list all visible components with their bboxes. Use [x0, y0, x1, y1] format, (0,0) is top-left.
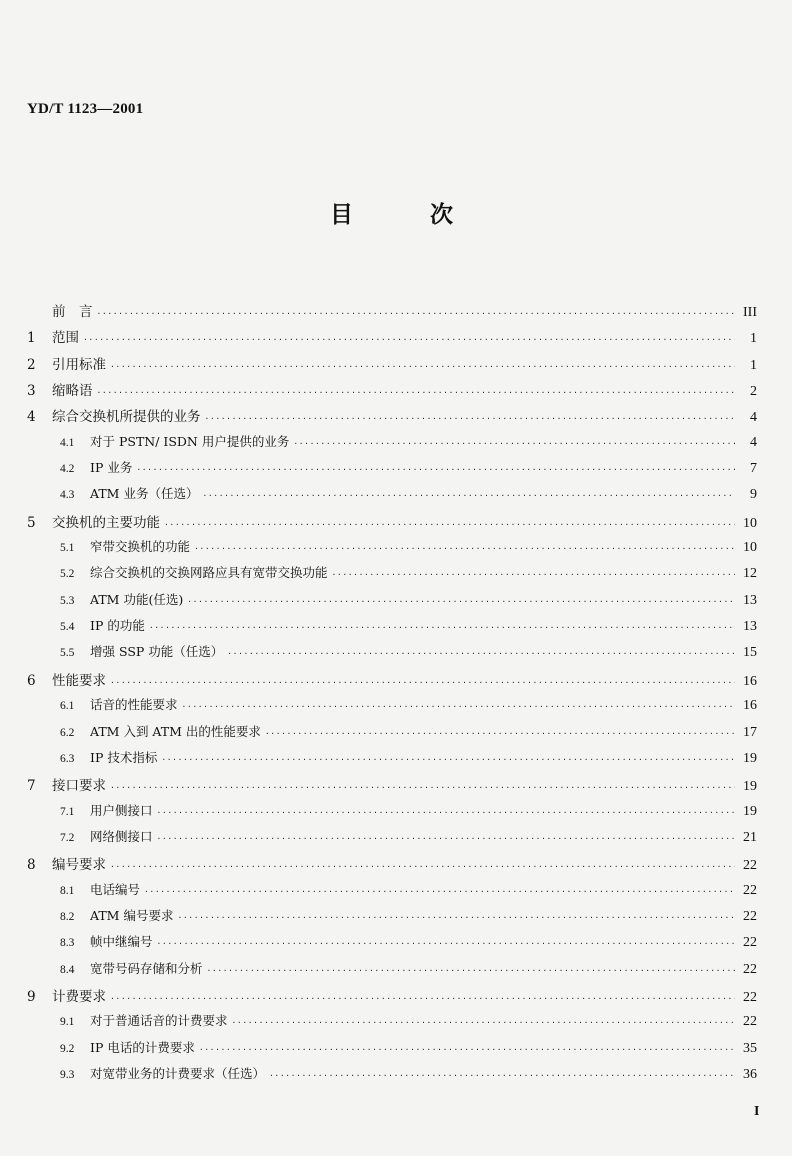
dot-leader: [144, 887, 735, 896]
toc-entry-label: 综合交换机的交换网路应具有宽带交换功能: [90, 565, 328, 581]
toc-entry-label: 计费要求: [52, 988, 106, 1005]
toc-entry-label: 网络侧接口: [90, 828, 153, 844]
toc-entry-number: 8.2: [60, 910, 75, 923]
toc-entry-page: 22: [743, 961, 757, 977]
toc-entry-label: ATM 功能(任选): [90, 591, 184, 607]
toc-entry-number: 5.5: [60, 647, 75, 660]
toc-entry-page: 22: [743, 858, 757, 874]
toc-entry-number: 7.1: [60, 805, 75, 818]
dot-leader: [110, 994, 735, 1003]
dot-leader: [269, 1071, 735, 1080]
toc-entry-number: 7.2: [60, 831, 75, 844]
toc-entry[interactable]: [27, 1038, 757, 1064]
dot-leader: [265, 729, 735, 738]
dot-leader: [110, 783, 735, 792]
dot-leader: [110, 862, 735, 871]
table-of-contents: [27, 300, 757, 1090]
toc-entry-number: 8.1: [60, 884, 75, 897]
toc-entry-page: 36: [743, 1066, 757, 1082]
toc-entry-page: 17: [743, 724, 757, 740]
dot-leader: [332, 570, 735, 579]
toc-entry[interactable]: [27, 458, 757, 484]
toc-entry[interactable]: [27, 853, 757, 879]
page-folio: I: [754, 1104, 760, 1119]
toc-entry-page: 4: [750, 410, 757, 426]
toc-entry-number: 4.2: [60, 463, 75, 476]
toc-entry[interactable]: [27, 590, 757, 616]
toc-entry-page: 22: [743, 882, 757, 898]
toc-entry[interactable]: [27, 642, 757, 668]
toc-entry-page: 15: [743, 645, 757, 661]
dot-leader: [110, 362, 735, 371]
dot-leader: [161, 755, 735, 764]
toc-entry-page: 35: [743, 1040, 757, 1056]
toc-entry-number: 6.1: [60, 700, 75, 713]
toc-entry[interactable]: [27, 985, 757, 1011]
toc-entry-label: ATM 入到 ATM 出的性能要求: [90, 723, 261, 739]
toc-entry-number: 6: [27, 672, 36, 689]
dot-leader: [194, 544, 735, 553]
toc-entry-label: 话音的性能要求: [90, 697, 178, 713]
dot-leader: [227, 649, 735, 658]
toc-entry-page: 22: [743, 908, 757, 924]
toc-entry-label: IP 技术指标: [90, 749, 158, 765]
toc-entry-label: 电话编号: [90, 881, 141, 897]
toc-entry-page: 21: [743, 829, 757, 845]
toc-entry[interactable]: [27, 774, 757, 800]
toc-entry-label: 接口要求: [52, 778, 106, 795]
toc-entry-number: 8.4: [60, 963, 75, 976]
toc-entry-number: 7: [27, 778, 36, 795]
toc-entry-page: 22: [743, 1014, 757, 1030]
toc-entry-label: 综合交换机所提供的业务: [52, 409, 201, 426]
toc-entry-label: 对宽带业务的计费要求（任选）: [90, 1065, 266, 1081]
toc-entry-number: 2: [27, 356, 36, 373]
toc-entry[interactable]: [27, 932, 757, 958]
toc-entry-page: 22: [743, 989, 757, 1005]
toc-entry[interactable]: [27, 669, 757, 695]
toc-entry-page: 19: [743, 803, 757, 819]
toc-entry[interactable]: [27, 748, 757, 774]
toc-entry-label: 宽带号码存储和分析: [90, 960, 203, 976]
dot-leader: [199, 1045, 735, 1054]
dot-leader: [83, 335, 735, 344]
toc-entry-label: 缩略语: [52, 383, 93, 400]
toc-entry-page: 2: [750, 384, 757, 400]
title-char-2: 次: [430, 202, 453, 228]
toc-entry-page: 10: [743, 540, 757, 556]
toc-entry[interactable]: [27, 484, 757, 510]
toc-entry-label: 对于 PSTN/ ISDN 用户提供的业务: [90, 433, 290, 449]
toc-entry-label: 编号要求: [52, 857, 106, 874]
dot-leader: [110, 678, 735, 687]
toc-entry-label: 用户侧接口: [90, 802, 153, 818]
toc-entry[interactable]: [27, 300, 757, 326]
toc-entry[interactable]: [27, 511, 757, 537]
dot-leader: [182, 702, 735, 711]
toc-entry-number: 6.3: [60, 752, 75, 765]
toc-entry-page: 13: [743, 592, 757, 608]
toc-entry-number: 9.2: [60, 1042, 75, 1055]
dot-leader: [207, 966, 735, 975]
dot-leader: [205, 414, 736, 423]
toc-entry-number: 4.3: [60, 489, 75, 502]
toc-entry-page: 19: [743, 750, 757, 766]
toc-entry-label: 交换机的主要功能: [52, 514, 160, 531]
dot-leader: [187, 597, 735, 606]
toc-entry-number: 4: [27, 409, 36, 426]
toc-entry-number: 5.2: [60, 568, 75, 581]
toc-entry-label: 前 言: [52, 304, 93, 320]
toc-entry-number: 8: [27, 857, 36, 874]
dot-leader: [97, 309, 736, 318]
toc-entry[interactable]: [27, 906, 757, 932]
toc-entry-number: 9: [27, 988, 36, 1005]
dot-leader: [232, 1018, 735, 1027]
toc-entry-number: 6.2: [60, 726, 75, 739]
toc-entry-page: 19: [743, 779, 757, 795]
dot-leader: [177, 913, 735, 922]
toc-entry-number: 3: [27, 383, 36, 400]
toc-entry[interactable]: [27, 1011, 757, 1037]
toc-entry-label: IP 的功能: [90, 618, 145, 634]
toc-entry-number: 5.1: [60, 542, 75, 555]
toc-entry-label: ATM 编号要求: [90, 907, 174, 923]
dot-leader: [157, 939, 735, 948]
dot-leader: [157, 808, 735, 817]
dot-leader: [97, 388, 736, 397]
page-title: [0, 196, 792, 230]
toc-entry[interactable]: [27, 379, 757, 405]
toc-entry-number: 5.3: [60, 594, 75, 607]
toc-entry[interactable]: [27, 616, 757, 642]
toc-entry[interactable]: [27, 959, 757, 985]
toc-entry[interactable]: [27, 405, 757, 431]
toc-entry-label: IP 电话的计费要求: [90, 1039, 195, 1055]
toc-entry-label: 窄带交换机的功能: [90, 539, 191, 555]
toc-entry-page: 22: [743, 935, 757, 951]
toc-entry-number: 9.3: [60, 1068, 75, 1081]
toc-entry[interactable]: [27, 326, 757, 352]
toc-entry[interactable]: [27, 563, 757, 589]
toc-entry-page: 12: [743, 566, 757, 582]
toc-entry[interactable]: [27, 537, 757, 563]
dot-leader: [293, 439, 735, 448]
toc-entry-label: 增强 SSP 功能（任选）: [90, 644, 224, 660]
toc-entry-page: 9: [750, 487, 757, 503]
toc-entry-label: 范围: [52, 330, 79, 347]
toc-entry[interactable]: [27, 827, 757, 853]
standard-code: YD/T 1123—2001: [27, 101, 144, 117]
toc-entry-number: 8.3: [60, 937, 75, 950]
toc-entry[interactable]: [27, 695, 757, 721]
toc-entry-label: 帧中继编号: [90, 934, 153, 950]
dot-leader: [202, 491, 735, 500]
toc-entry[interactable]: [27, 1064, 757, 1090]
dot-leader: [136, 465, 735, 474]
toc-entry-number: 5: [27, 514, 36, 531]
toc-entry-label: ATM 业务（任选）: [90, 486, 199, 502]
toc-entry[interactable]: [27, 353, 757, 379]
toc-entry-page: III: [743, 305, 757, 320]
toc-entry-page: 7: [750, 461, 757, 477]
toc-entry-page: 1: [750, 357, 757, 373]
toc-entry-page: 13: [743, 619, 757, 635]
toc-entry[interactable]: [27, 432, 757, 458]
dot-leader: [164, 520, 735, 529]
toc-entry-number: 4.1: [60, 436, 75, 449]
toc-entry-number: 9.1: [60, 1016, 75, 1029]
toc-entry-page: 1: [750, 331, 757, 347]
dot-leader: [157, 834, 735, 843]
toc-entry[interactable]: [27, 722, 757, 748]
toc-entry-label: 引用标准: [52, 356, 106, 373]
dot-leader: [149, 623, 735, 632]
toc-entry-number: 5.4: [60, 621, 75, 634]
title-char-1: 目: [330, 202, 353, 228]
toc-entry-label: IP 业务: [90, 460, 133, 476]
toc-entry-page: 4: [750, 434, 757, 450]
toc-entry-label: 性能要求: [52, 672, 106, 689]
toc-entry-label: 对于普通话音的计费要求: [90, 1013, 228, 1029]
toc-entry-number: 1: [27, 330, 36, 347]
toc-entry-page: 16: [743, 698, 757, 714]
toc-entry[interactable]: [27, 880, 757, 906]
toc-entry-page: 16: [743, 673, 757, 689]
toc-entry[interactable]: [27, 801, 757, 827]
toc-entry-page: 10: [743, 515, 757, 531]
